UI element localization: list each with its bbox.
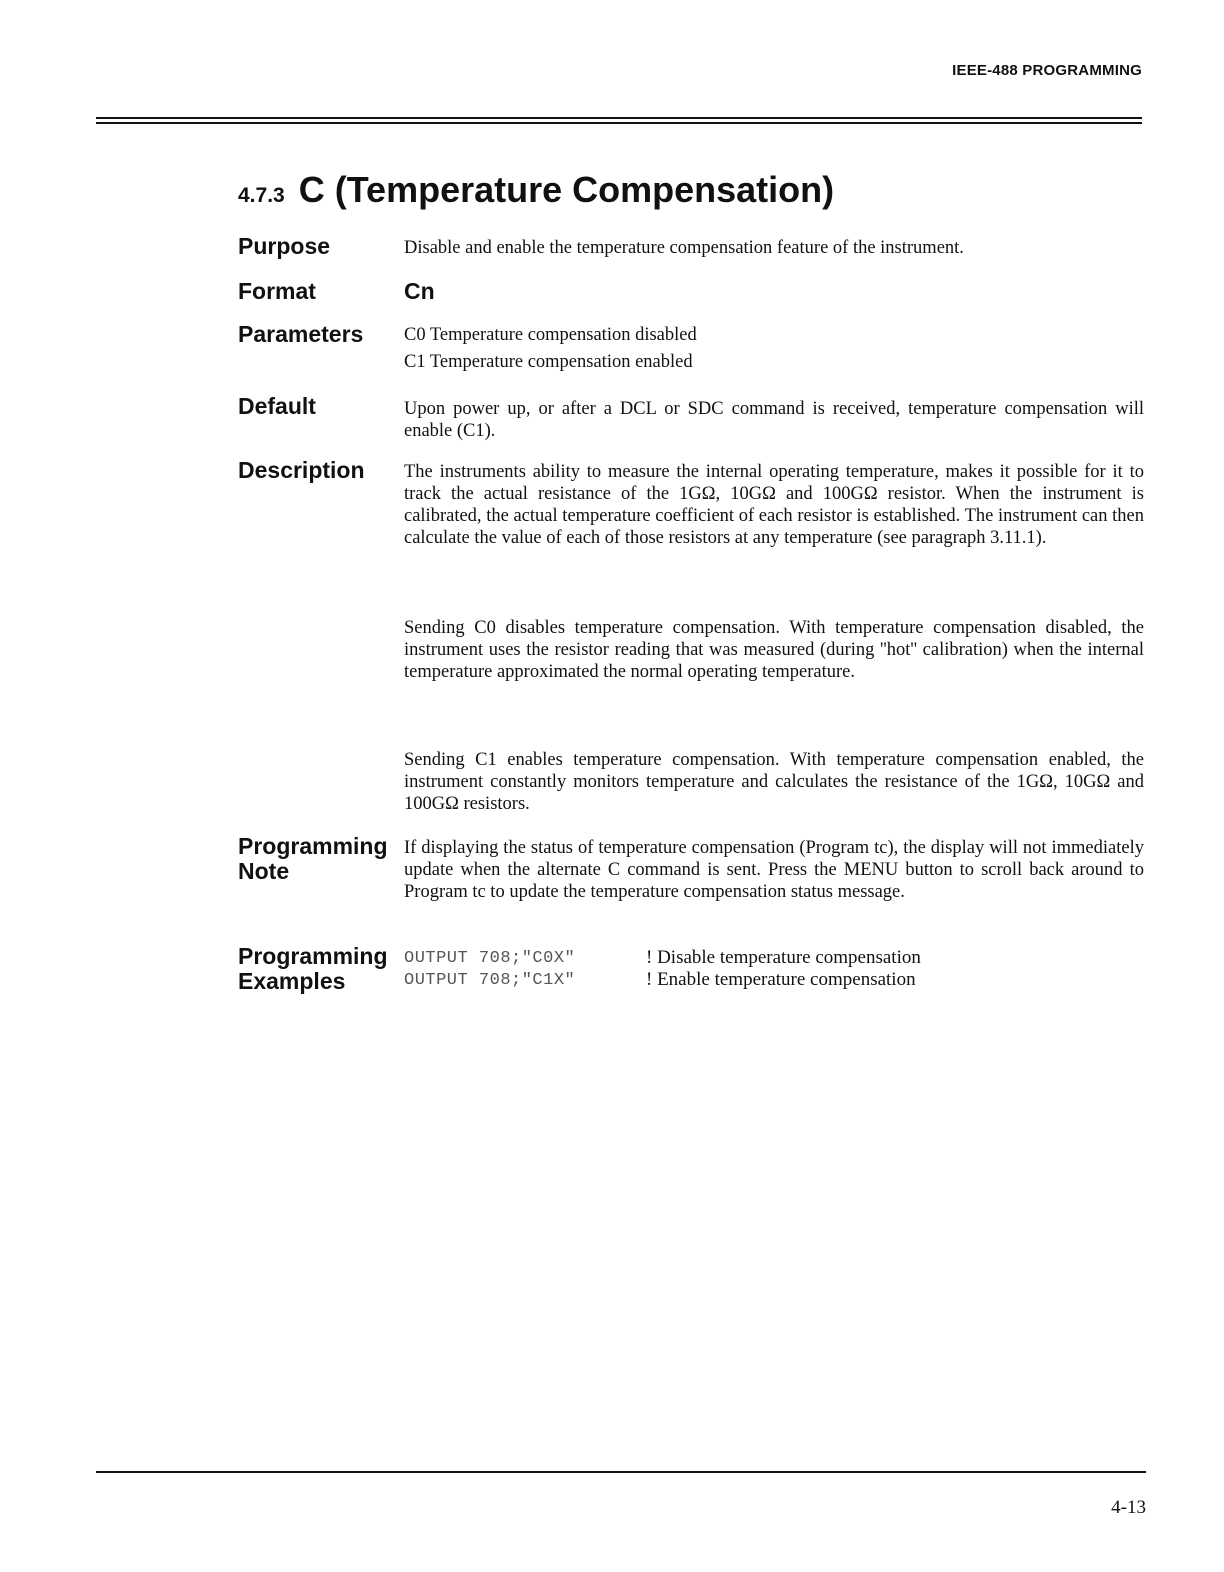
example-comment: ! Disable temperature compensation bbox=[646, 947, 921, 968]
purpose-text: Disable and enable the temperature compensation feature of the instrument. bbox=[404, 238, 964, 258]
description-label: Description bbox=[238, 457, 365, 483]
format-label: Format bbox=[238, 278, 316, 304]
header-rule-secondary bbox=[96, 122, 1142, 124]
description-paragraph: The instruments ability to measure the internal operating temperature, makes it possible for it to track the actual resistance of the 1GΩ, 10GΩ and 100GΩ resistor. When the instrument is calibrated, the actual temperature coefficient of each resistor is established. The instrument can then calculate the value of each of those resistors at any temperature (see paragraph 3.11.1). bbox=[404, 462, 1144, 548]
default-label: Default bbox=[238, 393, 316, 419]
page-number: 4-13 bbox=[1111, 1497, 1146, 1518]
format-value: Cn bbox=[404, 278, 435, 304]
parameters-list bbox=[404, 324, 1144, 373]
example-comment: ! Enable temperature compensation bbox=[646, 969, 916, 990]
programming-examples-label: Programming Examples bbox=[238, 943, 388, 994]
parameters-label: Parameters bbox=[238, 321, 364, 347]
parameter-item: C1 Temperature compensation enabled bbox=[404, 352, 693, 372]
footer-rule bbox=[96, 1471, 1146, 1473]
default-text: Upon power up, or after a DCL or SDC command is received, temperature compensation will enable (C1). bbox=[404, 399, 1144, 441]
section-number: 4.7.3 bbox=[238, 184, 285, 207]
running-header: IEEE-488 PROGRAMMING bbox=[952, 62, 1142, 79]
section-title: C (Temperature Compensation) bbox=[298, 169, 835, 210]
programming-note-text: If displaying the status of temperature compensation (Program tc), the display will not immediately update when the alternate C command is sent. Press the MENU button to scroll back around to Program tc to update the temperature compensation status message. bbox=[404, 838, 1144, 902]
description-paragraph: Sending C1 enables temperature compensation. With temperature compensation enabled, the instrument constantly monitors temperature and calculates the resistance of the 1GΩ, 10GΩ and 100GΩ resistors. bbox=[404, 750, 1144, 814]
parameter-item: C0 Temperature compensation disabled bbox=[404, 325, 697, 345]
purpose-label: Purpose bbox=[238, 233, 331, 259]
description-paragraph: Sending C0 disables temperature compensation. With temperature compensation disabled, the instrument uses the resistor reading that was measured (during ''hot'' calibration) when the internal temperature approximated the normal operating temperature. bbox=[404, 618, 1144, 682]
section-heading bbox=[238, 168, 834, 218]
example-code: OUTPUT 708;"C0X" bbox=[404, 949, 576, 968]
example-code: OUTPUT 708;"C1X" bbox=[404, 971, 576, 990]
header-rule bbox=[96, 117, 1142, 119]
programming-note-label: Programming Note bbox=[238, 833, 388, 884]
